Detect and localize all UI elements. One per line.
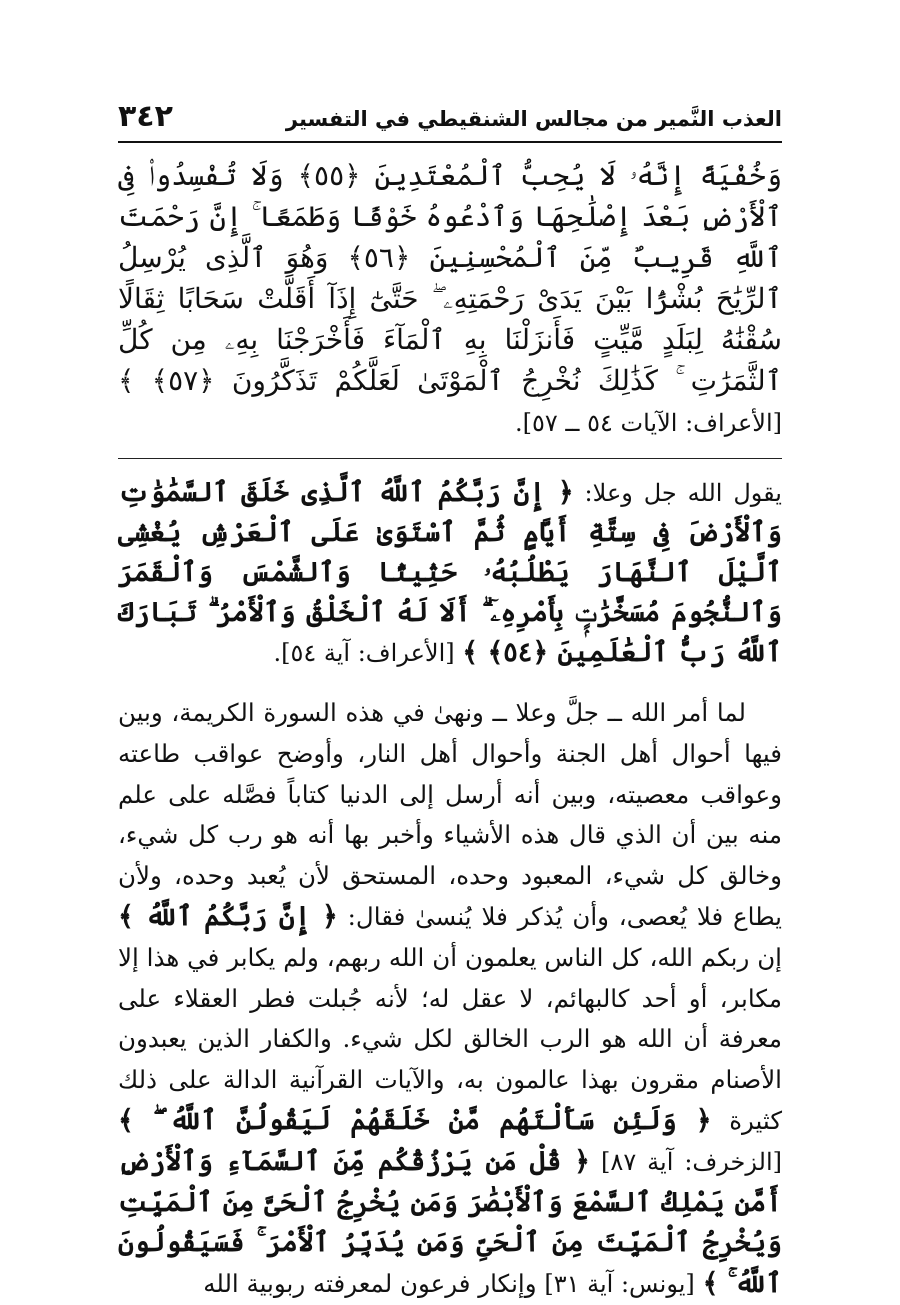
quran-verses-block <box>118 155 782 444</box>
commentary-reference-2: [الزخرف: آية ٨٧] <box>601 1147 782 1176</box>
book-page <box>118 95 782 1305</box>
page-number: ٣٤٢ <box>118 99 173 134</box>
commentary-verse-2: ﴿ وَلَئِن سَأَلْتَهُم مَّنْ خَلَقَهُمْ لَيَقُولُنَّ ٱللَّهُ ۖ ﴾ <box>118 1104 712 1136</box>
page-header <box>118 95 782 143</box>
intro-paragraph <box>118 473 782 673</box>
commentary-part-1: لما أمر الله ــ جلَّ وعلا ــ ونهىٰ في هذه السورة الكريمة، وبين فيها أحوال أهل الجنة وأحوال أهل النار، وأوضح عواقب طاعته وعواقب معصيته، وبين أنه أرسل إلى الدنيا كتاباً فصَّله على علم منه بين أن الذي قال هذه الأشياء وأخبر بها أنه هو رب كل شيء، وخالق كل شيء، المعبود وحده، المستحق لأن يُعبد وحده، ولأن يطاع فلا يُعصى، وأن يُذكر فلا يُنسىٰ فقال: <box>118 698 783 931</box>
verses-reference: [الأعراف: الآيات ٥٤ ــ ٥٧]. <box>514 409 782 437</box>
quran-verses-text: وَخُفْيَةً إِنَّهُۥ لَا يُحِبُّ ٱلْمُعْتَدِينَ ﴿٥٥﴾ وَلَا تُفْسِدُوا۟ فِى ٱلْأَرْضِ بَعْدَ إِصْلَٰحِهَا وَٱدْعُوهُ خَوْفًا وَطَمَعًا ۚ إِنَّ رَحْمَتَ ٱللَّهِ قَرِيبٌ مِّنَ ٱلْمُحْسِنِينَ ﴿٥٦﴾ وَهُوَ ٱلَّذِى يُرْسِلُ ٱلرِّيَٰحَ بُشْرًۢا بَيْنَ يَدَىْ رَحْمَتِهِۦ ۖ حَتَّىٰٓ إِذَآ أَقَلَّتْ سَحَابًا ثِقَالًا سُقْنَٰهُ لِبَلَدٍ مَّيِّتٍ فَأَنزَلْنَا بِهِ ٱلْمَآءَ فَأَخْرَجْنَا بِهِۦ مِن كُلِّ ٱلثَّمَرَٰتِ ۚ كَذَٰلِكَ نُخْرِجُ ٱلْمَوْتَىٰ لَعَلَّكُمْ تَذَكَّرُونَ ﴿٥٧﴾ ﴾ <box>118 159 783 397</box>
running-title: العذب النَّمير من مجالس الشنقيطي في التفسير <box>285 107 782 131</box>
intro-reference: [الأعراف: آية ٥٤]. <box>273 639 455 667</box>
commentary-paragraph <box>118 693 782 1305</box>
commentary-reference-3: [يونس: آية ٣١] <box>544 1270 695 1299</box>
commentary-part-2: إن ربكم الله، كل الناس يعلمون أن الله ربهم، ولم يكابر في هذا إلا مكابر، أو أحد كالبهائم، لا عقل له؛ لأنه جُبلت فطر العقلاء على معرفة أن الله هو الرب الخالق لكل شيء. والكفار الذين يعبدون الأصنام مقرون بهذا عالمون به، والآيات القرآنية الدالة على ذلك كثيرة <box>118 942 782 1135</box>
commentary-verse-1: ﴿ إِنَّ رَبَّكُمُ ٱللَّهُ ﴾ <box>118 900 338 932</box>
commentary-verse-3: ﴿ قُلْ مَن يَرْزُقُكُم مِّنَ ٱلسَّمَآءِ وَٱلْأَرْضِ أَمَّن يَمْلِكُ ٱلسَّمْعَ وَٱلْأَبْصَٰرَ وَمَن يُخْرِجُ ٱلْحَىَّ مِنَ ٱلْمَيِّتِ وَيُخْرِجُ ٱلْمَيِّتَ مِنَ ٱلْحَىِّ وَمَن يُدَبِّرُ ٱلْأَمْرَ ۚ فَسَيَقُولُونَ ٱللَّهُ ۚ ﴾ <box>118 1145 782 1300</box>
intro-verse: ﴿ إِنَّ رَبَّكُمُ ٱللَّهُ ٱلَّذِى خَلَقَ ٱلسَّمَٰوَٰتِ وَٱلْأَرْضَ فِى سِتَّةِ أَيَّامٍ ثُمَّ ٱسْتَوَىٰ عَلَى ٱلْعَرْشِ يُغْشِى ٱلَّيْلَ ٱلنَّهَارَ يَطْلُبُهُۥ حَثِيثًا وَٱلشَّمْسَ وَٱلْقَمَرَ وَٱلنُّجُومَ مُسَخَّرَٰتٍۭ بِأَمْرِهِۦٓ ۗ أَلَا لَهُ ٱلْخَلْقُ وَٱلْأَمْرُ ۗ تَبَارَكَ ٱللَّهُ رَبُّ ٱلْعَٰلَمِينَ ﴿٥٤﴾ ﴾ <box>118 477 782 668</box>
intro-lead: يقول الله جل وعلا: <box>584 479 782 507</box>
commentary-part-3: وإنكار فرعون لمعرفته ربوبية الله <box>203 1269 537 1299</box>
section-divider <box>118 458 782 459</box>
